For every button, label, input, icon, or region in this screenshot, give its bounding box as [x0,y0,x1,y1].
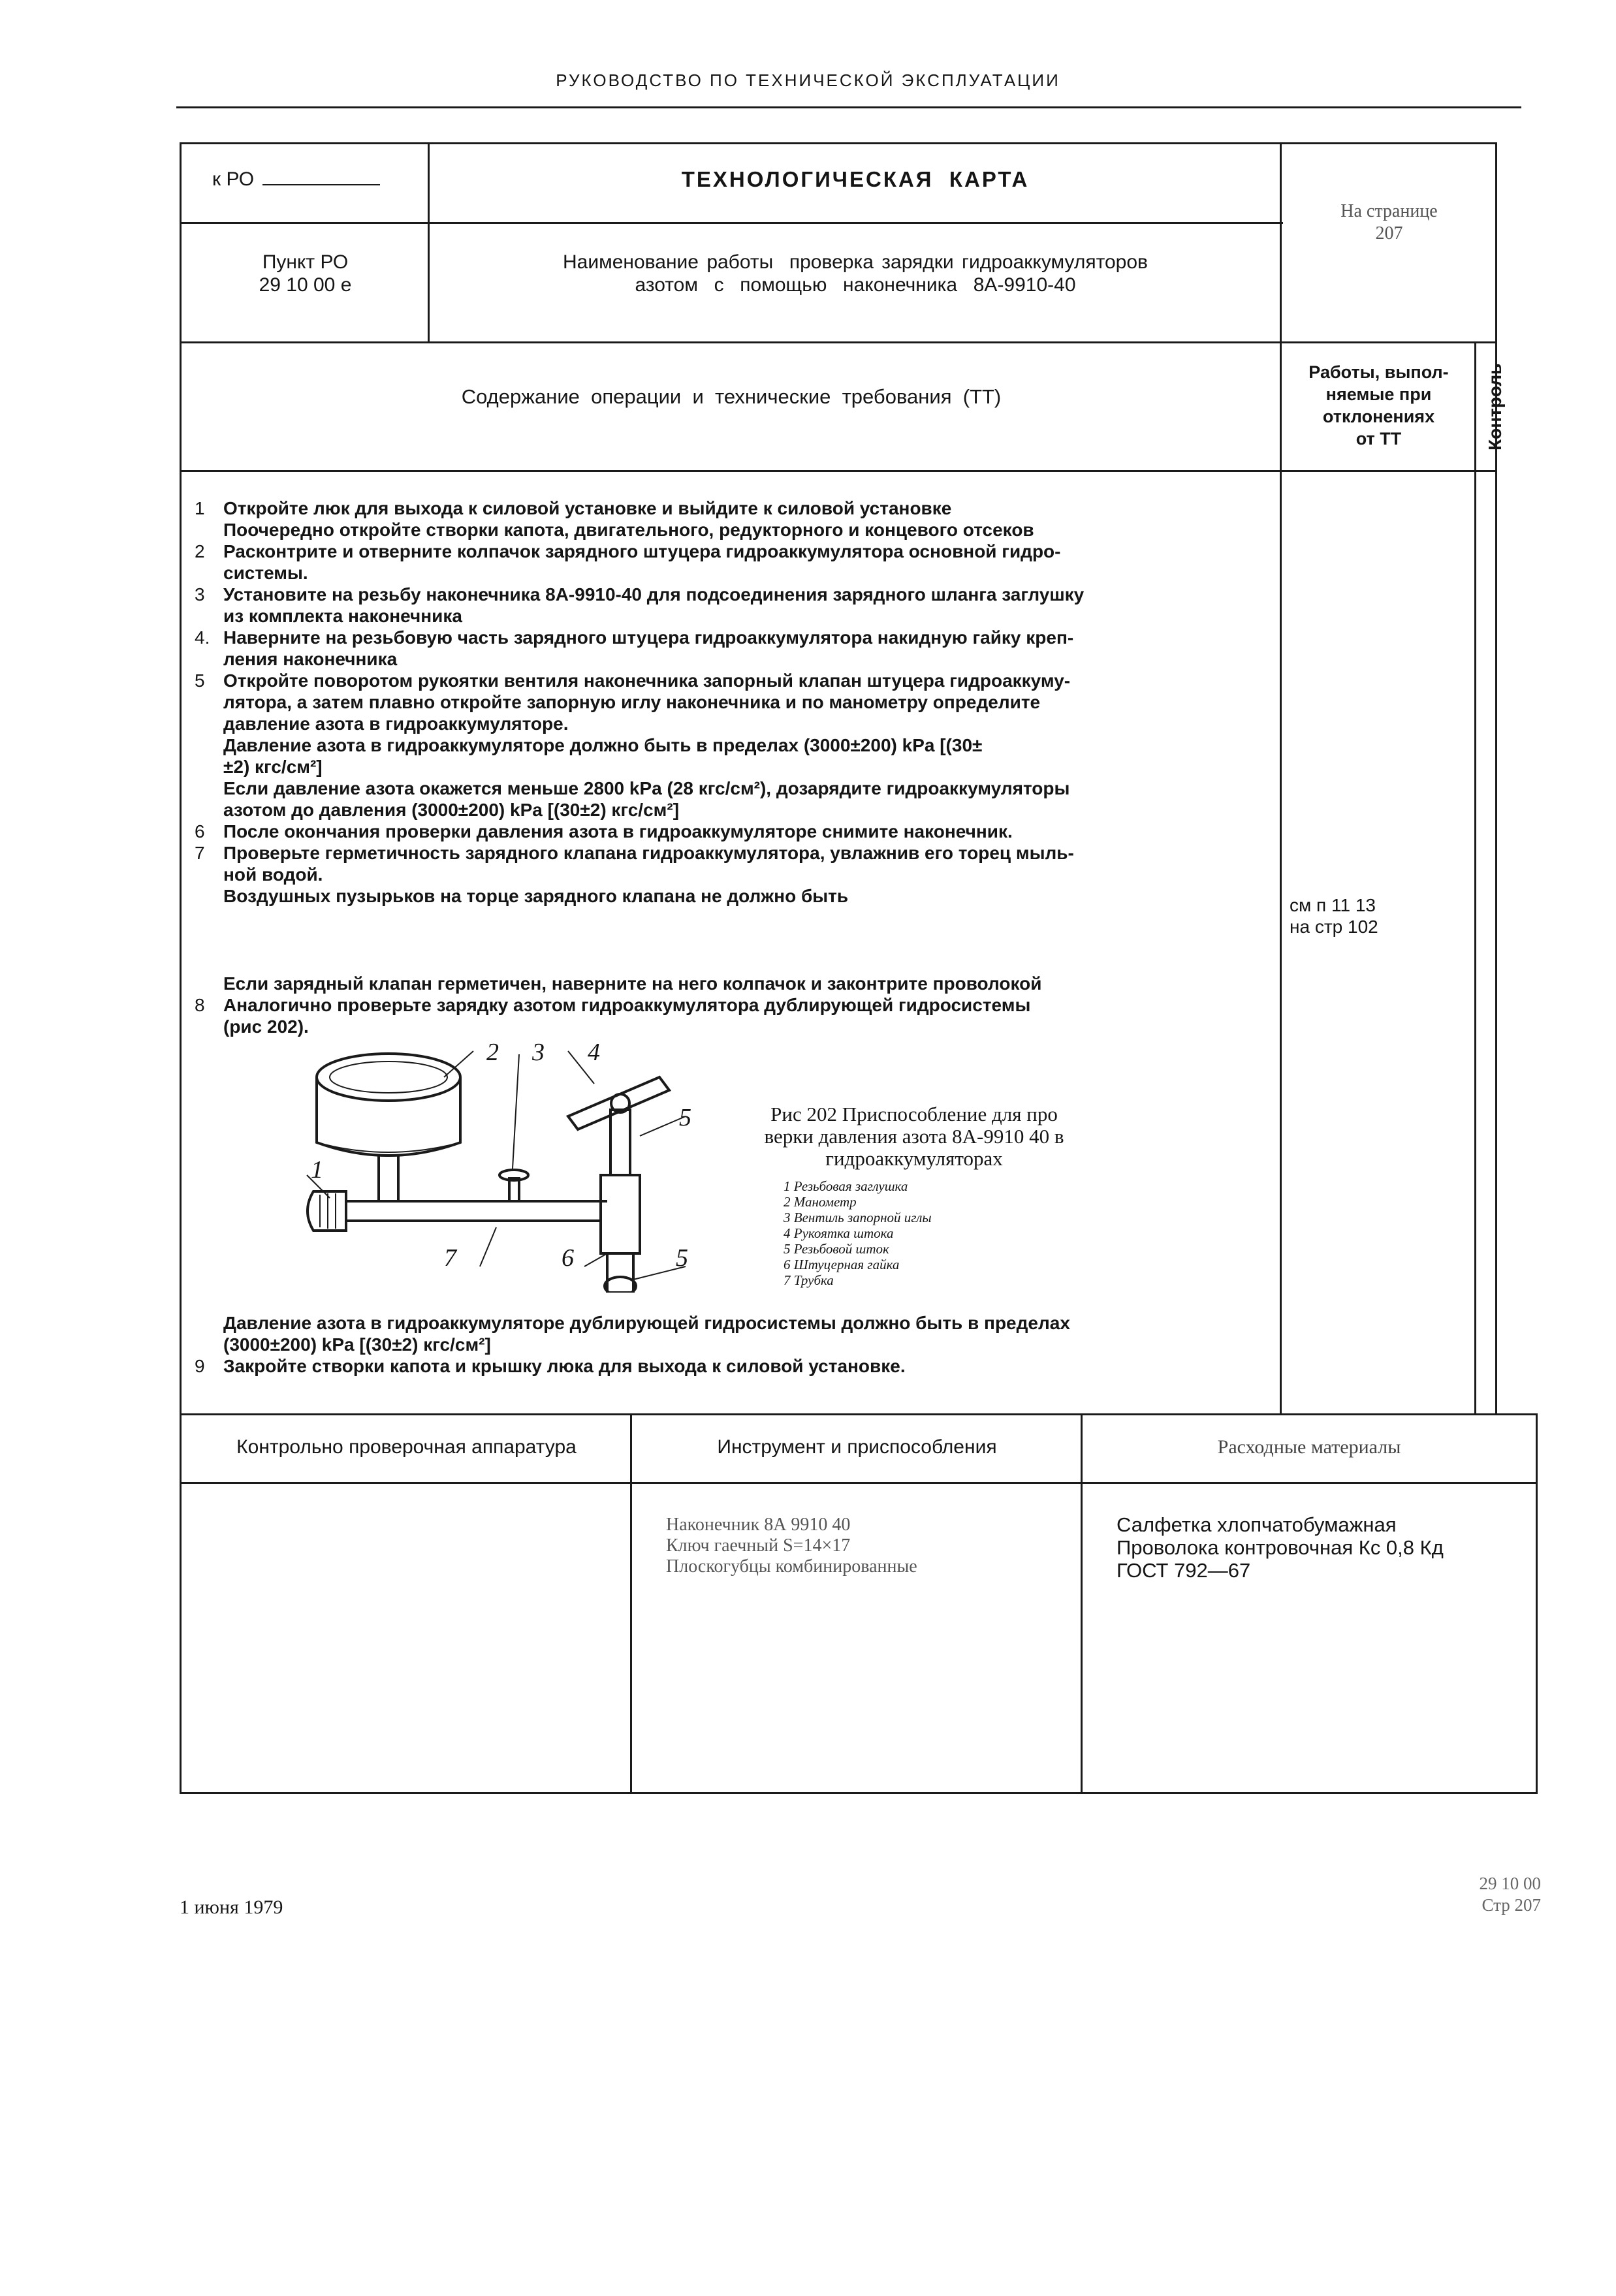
fitting-body [601,1175,640,1253]
operation-line [189,973,1280,994]
operation-text: Закройте створки капота и крышку люка для выхода к силовой установке. [223,1356,906,1376]
figure-caption [731,1103,1097,1170]
callout-2: 2 [486,1039,499,1066]
tool-item: Ключ гаечный S=14×17 [666,1535,851,1556]
plug-knurl [320,1193,336,1229]
page-header: РУКОВОДСТВО ПО ТЕХНИЧЕСКОЙ ЭКСПЛУАТАЦИИ [556,71,1060,90]
operation-text: Проверьте герметичность зарядного клапана гидроаккумулятора, увлажнив его торец мыль- [223,843,1074,863]
figure-legend [784,1178,932,1288]
footer-date: 1 июня 1979 [180,1896,283,1918]
operation-text: (3000±200) kPa [(30±2) кгс/см²] [223,1334,491,1355]
threaded-stock [610,1110,630,1175]
deviation-note-line: на стр 102 [1290,917,1378,937]
operation-line [189,821,1280,842]
figure-caption-line: Рис 202 Приспособление для про [770,1103,1058,1125]
frame-right-upper [1495,142,1497,1415]
operation-line [189,713,1280,734]
tube [346,1201,607,1221]
operation-number: 1 [195,498,205,518]
title-row-divider [180,222,1283,224]
legend-item: 7 Трубка [784,1272,834,1288]
operation-line [189,1016,1280,1037]
operation-text: системы. [223,563,308,583]
footer-code: 29 10 00 [1479,1874,1541,1893]
operation-text: Если давление азота окажется меньше 2800 kPa (28 кгс/см²), дозарядите гидроаккумуляторы [223,778,1070,798]
frame-right-lower [1536,1413,1538,1794]
bottom-table-top [180,1413,1538,1415]
handle [568,1077,669,1129]
operation-line [189,562,1280,584]
ro-reference [212,168,380,191]
operation-line [189,691,1280,713]
callout-4: 4 [588,1039,600,1066]
legend-item: 4 Рукоятка штока [784,1225,894,1241]
control-column-left [1474,341,1476,1415]
operation-text: Наверните на резьбовую часть зарядного штуцера гидроаккумулятора накидную гайку креп- [223,627,1074,648]
callout-5-upper: 5 [679,1104,691,1131]
operation-number: 9 [195,1356,205,1376]
columns-header-divider [180,470,1495,472]
operation-text: Откройте поворотом рукоятки вентиля наконечника запорный клапан штуцера гидроаккуму- [223,670,1071,691]
operation-text: лятора, а затем плавно откройте запорную иглу наконечника и по манометру определите [223,692,1041,712]
operation-line [189,1355,1280,1377]
operation-text: Давление азота в гидроаккумуляторе дублирующей гидросистемы должно быть в пределах [223,1313,1070,1333]
bottom-table-header-divider [180,1482,1538,1484]
deviations-header-line: Работы, выпол- [1308,362,1449,382]
operation-line [189,627,1280,648]
materials-list [1117,1513,1444,1582]
frame-left [180,142,182,1794]
header-rule [176,106,1521,108]
operation-text: Поочередно откройте створки капота, двигательного, редукторного и концевого отсеков [223,520,1034,540]
fitting-nut [607,1253,633,1293]
operations-list [189,497,1280,907]
bottom-col2-divider [1081,1413,1083,1794]
control-column-header: Контроль [1485,363,1505,450]
legend-item: 5 Резьбовой шток [784,1241,889,1257]
tool-item: Наконечник 8А 9910 40 [666,1515,851,1535]
card-title: ТЕХНОЛОГИЧЕСКАЯ КАРТА [681,167,1030,191]
operation-text: Давление азота в гидроаккумуляторе должно быть в пределах (3000±200) kPa [(30± [223,735,983,755]
operations-after-list [189,973,1280,1037]
ro-reference-blank [262,184,380,185]
operation-number: 2 [195,541,205,561]
gauge-base [317,1142,460,1152]
legend-item: 6 Штуцерная гайка [784,1257,900,1272]
operation-number: 8 [195,995,205,1015]
operation-text: Установите на резьбу наконечника 8А-9910-40 для подсоединения зарядного шланга заглушку [223,584,1085,605]
operation-text: азотом до давления (3000±200) kPa [(30±2) кгс/см²] [223,800,680,820]
operation-text: Воздушных пузырьков на торце зарядного клапана не должно быть [223,886,849,906]
work-name-line1: Наименование работы проверка зарядки гидроаккумуляторов [563,251,1148,273]
operation-text: ной водой. [223,864,323,885]
operations-final-list [189,1312,1280,1377]
operation-text: После окончания проверки давления азота в гидроаккумуляторе снимите наконечник. [223,821,1013,841]
deviations-column-header [1283,361,1474,450]
bottom-col3-header: Расходные материалы [1217,1436,1401,1458]
operation-line [189,605,1280,627]
operation-line [189,799,1280,821]
ro-column-divider [428,142,430,343]
operation-line [189,519,1280,541]
frame-top [180,142,1495,144]
operation-text: ±2) кгс/см²] [223,757,323,777]
callout-7: 7 [444,1244,456,1272]
operation-text: Если зарядный клапан герметичен, наверните на него колпачок и законтрите проволокой [223,973,1042,994]
gauge-body [317,1077,460,1156]
operation-text: Аналогично проверьте зарядку азотом гидроаккумулятора дублирующей гидросистемы [223,995,1031,1015]
operation-number: 7 [195,843,205,863]
operation-line [189,842,1280,864]
figure-caption-line: гидроаккумуляторах [825,1147,1003,1170]
operation-text: из комплекта наконечника [223,606,462,626]
legend-item: 1 Резьбовая заглушка [784,1178,908,1194]
operation-number: 6 [195,821,205,841]
operation-text: давление азота в гидроаккумуляторе. [223,714,569,734]
gauge-stem [379,1156,398,1201]
bottom-table-bottom [180,1792,1538,1794]
deviation-column-left [1280,142,1282,1415]
punkt-label: Пункт РО [262,251,349,273]
operation-number: 3 [195,584,205,605]
operation-line [189,994,1280,1016]
bottom-col2-header: Инструмент и приспособления [717,1436,997,1458]
deviation-note-line: см п 11 13 [1290,895,1376,915]
operation-line [189,1312,1280,1334]
material-item: Проволока контровочная Кс 0,8 Кд [1117,1536,1444,1559]
operation-number: 4. [195,627,210,648]
operation-line [189,648,1280,670]
deviation-note [1290,894,1378,937]
content-column-header: Содержание операции и технические требования (ТТ) [461,385,1002,408]
bottom-col1-divider [630,1413,632,1794]
punkt-value: 29 10 00 е [259,274,352,296]
footer-page: Стр 207 [1481,1895,1541,1915]
ro-reference-label: к РО [212,168,255,190]
deviations-header-line: отклонениях [1322,407,1435,426]
operation-text: ления наконечника [223,649,398,669]
callout-3: 3 [532,1039,545,1066]
operation-line [189,778,1280,799]
callout-5-lower: 5 [676,1244,688,1272]
callout-6: 6 [562,1244,574,1272]
tools-list [666,1515,917,1577]
page-label: На странице [1340,201,1438,221]
operation-line [189,1334,1280,1355]
material-item: ГОСТ 792—67 [1117,1559,1251,1582]
gauge-dial [317,1054,460,1101]
bottom-col1-header: Контрольно проверочная аппаратура [236,1436,577,1458]
operation-line [189,756,1280,778]
material-item: Салфетка хлопчатобумажная [1117,1513,1397,1536]
operation-text: Расконтрите и отверните колпачок зарядного штуцера гидроаккумулятора основной гидро- [223,541,1061,561]
deviations-header-line: от ТТ [1355,429,1402,448]
operation-text: Откройте люк для выхода к силовой установке и выйдите к силовой установке [223,498,952,518]
figure-caption-line: верки давления азота 8А-9910 40 в [764,1125,1064,1148]
operation-line [189,734,1280,756]
operation-line [189,584,1280,605]
fixture-drawing [294,1038,718,1293]
operation-line [189,670,1280,691]
legend-item: 2 Манометр [784,1194,857,1210]
operation-line [189,541,1280,562]
operation-number: 5 [195,670,205,691]
operation-text: (рис 202). [223,1016,309,1037]
threaded-plug [308,1191,346,1231]
callout-1: 1 [311,1156,323,1184]
operation-line [189,864,1280,885]
needle-valve [509,1178,519,1201]
fitting-nut-end [605,1277,636,1293]
deviations-header-line: няемые при [1325,385,1432,404]
legend-item: 3 Вентиль запорной иглы [784,1210,932,1225]
gauge-face [330,1062,447,1093]
tool-item: Плоскогубцы комбинированные [666,1556,917,1577]
page-number: 207 [1375,223,1403,244]
work-name-line2: азотом с помощью наконечника 8А-9910-40 [635,274,1076,296]
operation-line [189,885,1280,907]
header-section-divider [180,341,1495,343]
operation-line [189,497,1280,519]
